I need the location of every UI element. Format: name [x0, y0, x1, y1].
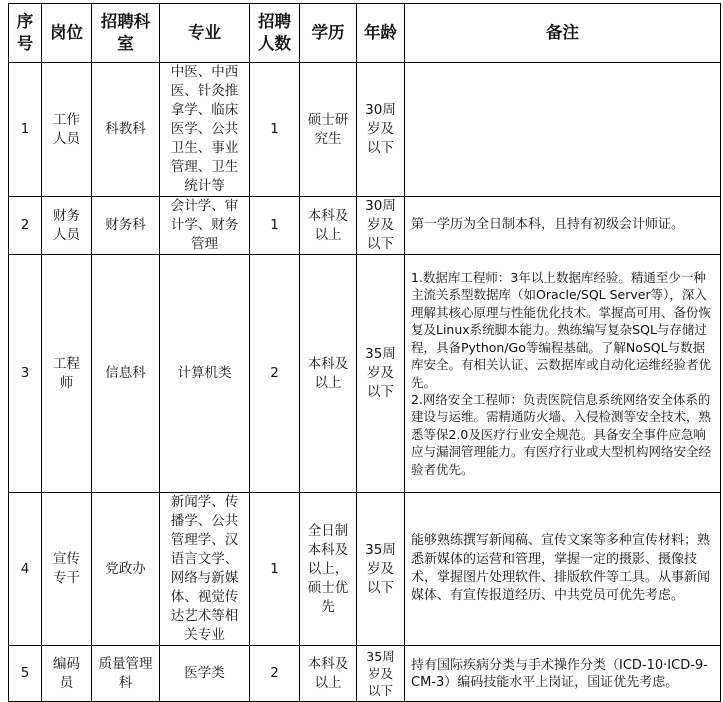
cell-major: 新闻学、传播学、公共管理学、汉语言文学、网络与新媒体、视觉传达艺术等相关专业 — [160, 493, 250, 646]
header-post: 岗位 — [42, 4, 92, 63]
cell-note — [405, 646, 721, 702]
table-row — [9, 493, 721, 646]
cell-age: 35周岁及以下 — [357, 493, 405, 646]
table-row — [9, 646, 721, 702]
cell-dept: 信息科 — [92, 255, 160, 493]
cell-post: 财务人员 — [42, 197, 92, 255]
cell-dept: 质量管理科 — [92, 646, 160, 702]
table-row — [9, 255, 721, 493]
header-row — [9, 4, 721, 63]
cell-major: 计算机类 — [160, 255, 250, 493]
table-row — [9, 197, 721, 255]
note-paragraph: 持有国际疾病分类与手术操作分类（ICD-10·ICD-9-CM-3）编码技能水平上岗证，国证优先考虑。 — [411, 657, 708, 690]
table-row — [9, 63, 721, 197]
header-edu: 学历 — [300, 4, 357, 63]
cell-dept: 财务科 — [92, 197, 160, 255]
cell-age: 30周岁及以下 — [357, 197, 405, 255]
recruitment-table — [8, 3, 721, 702]
cell-post: 编码员 — [42, 646, 92, 702]
cell-seq: 2 — [9, 197, 42, 255]
note-paragraph: 能够熟练撰写新闻稿、宣传文案等多种宣传材料；熟悉新媒体的运营和管理，掌握一定的摄影、摄像技术，掌握图片处理软件、排版软件等工具。从事新闻媒体、有宣传报道经历、中共党员可优先考虑。 — [411, 533, 711, 604]
cell-edu: 硕士研究生 — [300, 63, 357, 197]
cell-dept: 党政办 — [92, 493, 160, 646]
cell-edu: 全日制本科及以上，硕士优先 — [300, 493, 357, 646]
cell-seq: 5 — [9, 646, 42, 702]
cell-note — [405, 63, 721, 197]
cell-seq: 1 — [9, 63, 42, 197]
cell-note — [405, 255, 721, 493]
cell-age: 35周岁及以下 — [357, 255, 405, 493]
header-seq: 序号 — [9, 4, 42, 63]
cell-note — [405, 493, 721, 646]
note-paragraph: 2.网络安全工程师：负责医院信息系统网络安全体系的建设与运维。需精通防火墙、入侵检测等安全技术，熟悉等保2.0及医疗行业安全规范。具备安全事件应急响应与漏洞管理能力。有医疗行业或大型机构网络安全经验者优先。 — [411, 391, 712, 477]
note-paragraph: 第一学历为全日制本科，且持有初级会计师证。 — [411, 217, 685, 233]
cell-edu: 本科及以上 — [300, 646, 357, 702]
cell-edu: 本科及以上 — [300, 255, 357, 493]
header-major: 专业 — [160, 4, 250, 63]
cell-age: 35周岁及以下 — [357, 646, 405, 702]
note-paragraph: 1.数据库工程师：3年以上数据库经验。精通至少一种主流关系型数据库（如Oracle/SQL Server等），深入理解其核心原理与性能优化技术。掌握高可用、备份恢复及Linux系统脚本能力。熟练编写复杂SQL与存储过程，具备Python/Go等编程基础。了解NoSQL与数据库安全。有相关认证、云数据库或自动化运维经验者优先。 — [411, 270, 712, 390]
header-note: 备注 — [405, 4, 721, 63]
cell-major: 医学类 — [160, 646, 250, 702]
cell-count: 1 — [250, 63, 300, 197]
header-dept: 招聘科室 — [92, 4, 160, 63]
cell-count: 2 — [250, 646, 300, 702]
cell-count: 2 — [250, 255, 300, 493]
cell-post: 工作人员 — [42, 63, 92, 197]
cell-count: 1 — [250, 197, 300, 255]
cell-edu: 本科及以上 — [300, 197, 357, 255]
cell-seq: 4 — [9, 493, 42, 646]
cell-dept: 科教科 — [92, 63, 160, 197]
cell-seq: 3 — [9, 255, 42, 493]
header-count: 招聘人数 — [250, 4, 300, 63]
cell-age: 30周岁及以下 — [357, 63, 405, 197]
cell-note — [405, 197, 721, 255]
cell-major: 中医、中西医、针灸推拿学、临床医学、公共卫生、事业管理、卫生统计等 — [160, 63, 250, 197]
cell-major: 会计学、审计学、财务管理 — [160, 197, 250, 255]
cell-count: 1 — [250, 493, 300, 646]
cell-post: 工程师 — [42, 255, 92, 493]
header-age: 年龄 — [357, 4, 405, 63]
cell-post: 宣传专干 — [42, 493, 92, 646]
